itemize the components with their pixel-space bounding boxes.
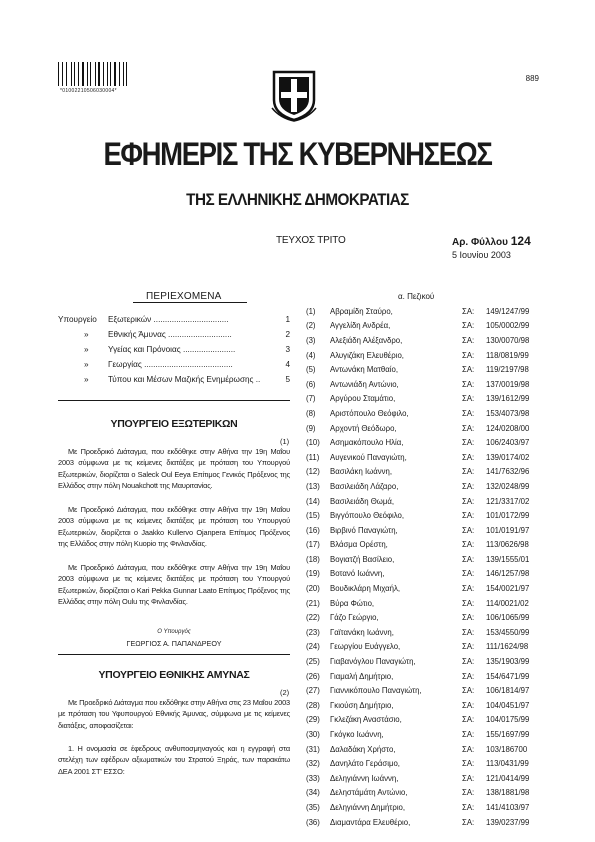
roster-row-code: 103/186700 [486, 744, 528, 754]
roster-row-number: (22) [306, 613, 320, 623]
roster-row-code: 141/4103/97 [486, 802, 530, 812]
roster-row [306, 508, 546, 523]
barcode-bar [110, 62, 111, 86]
toc-item-label: Εθνικής Άμυνας ............................ [108, 330, 232, 339]
roster-row-sa-label: ΣΑ: [462, 554, 475, 564]
roster-row-number: (5) [306, 365, 316, 375]
roster-row-code: 118/0819/99 [486, 350, 529, 360]
roster-row-sa-label: ΣΑ: [462, 773, 475, 783]
barcode-bar [85, 62, 86, 86]
roster-row [306, 581, 546, 596]
roster-row-number: (18) [306, 554, 320, 564]
roster-row-code: 141/7632/96 [486, 467, 530, 477]
roster-row-sa-label: ΣΑ: [462, 481, 475, 491]
roster-row-code: 154/6471/99 [486, 671, 530, 681]
roster-row [306, 319, 546, 334]
roster-row-code: 105/0002/99 [486, 321, 530, 331]
roster-row-sa-label: ΣΑ: [462, 715, 475, 725]
roster-row-number: (23) [306, 627, 320, 637]
roster-row-number: (26) [306, 671, 320, 681]
roster-row [306, 683, 546, 698]
roster-row-name: Ασημακόπουλο Ηλία, [330, 438, 404, 448]
barcode-bar [64, 62, 65, 86]
roster-row-code: 104/0451/97 [486, 700, 530, 710]
decree-paragraph: Με Προεδρικό Διάταγμα, που εκδόθηκε στην Αθήνα την 19η Μαΐου 2003 σύμφωνα με τις κείμενες διατάξεις με πρόταση του Υπουργού Εξωτερικών, διορίζεται ο Kari Pekka Gunnar Laato Επίτιμος Πρόξενος της Ελλάδας στην πόλη Oulu της Φινλανδίας. [58, 563, 290, 607]
barcode-bar [126, 62, 127, 86]
roster-row [306, 756, 546, 771]
roster-row-sa-label: ΣΑ: [462, 467, 475, 477]
roster-row-name: Γιαννικόπουλο Παναγιώτη, [330, 686, 422, 696]
roster-row-name: Βλάσμα Ορέστη, [330, 540, 388, 550]
roster-row-number: (16) [306, 525, 320, 535]
roster-row-code: 146/1257/98 [486, 569, 530, 579]
barcode-bar [124, 62, 125, 86]
roster-row-name: Δεληστάμάτη Αντώνιο, [330, 788, 408, 798]
roster-row-code: 153/4550/99 [486, 627, 530, 637]
barcode-bar [90, 62, 91, 86]
barcode-bar [62, 62, 63, 86]
barcode-bar [105, 62, 106, 86]
roster-row-code: 101/0172/99 [486, 511, 530, 521]
decision-marker: (1) [280, 437, 290, 446]
roster-row-number: (10) [306, 438, 320, 448]
roster-row-sa-label: ΣΑ: [462, 350, 475, 360]
roster-row-name: Βασιλάκη Ιωάννη, [330, 467, 393, 477]
roster-row [306, 538, 546, 553]
roster-row-name: Βασιλειάδη Λάζαρο, [330, 481, 399, 491]
roster-row-code: 137/0019/98 [486, 379, 530, 389]
barcode-bar [68, 62, 70, 86]
roster-row-sa-label: ΣΑ: [462, 511, 475, 521]
barcode-bar [66, 62, 67, 86]
roster-row-code: 104/0175/99 [486, 715, 530, 725]
toc-item-page: 3 [285, 345, 290, 354]
roster-row-sa-label: ΣΑ: [462, 379, 475, 389]
barcode-bar [120, 62, 121, 86]
section-heading-defence: ΥΠΟΥΡΓΕΙΟ ΕΘΝΙΚΗΣ ΑΜΥΝΑΣ [98, 669, 250, 681]
roster-row-sa-label: ΣΑ: [462, 584, 475, 594]
roster-row [306, 713, 546, 728]
roster-row-number: (31) [306, 744, 320, 754]
roster-row-code: 121/3317/02 [486, 496, 530, 506]
barcode-bar [92, 62, 93, 86]
roster-row [306, 552, 546, 567]
barcode-bar [101, 62, 102, 86]
roster-list [306, 304, 546, 829]
issue-date: 5 Ιουνίου 2003 [452, 250, 511, 260]
roster-row [306, 421, 546, 436]
roster-row-sa-label: ΣΑ: [462, 744, 475, 754]
toc-item-page: 1 [285, 315, 290, 324]
toc-item [58, 342, 290, 357]
roster-row-code: 135/1903/99 [486, 657, 530, 667]
roster-row-name: Γκιούση Δημήτριο, [330, 700, 394, 710]
roster-row-number: (21) [306, 598, 320, 608]
roster-row-code: 139/1612/99 [486, 394, 530, 404]
barcode [58, 62, 130, 86]
roster-row-sa-label: ΣΑ: [462, 657, 475, 667]
roster-row [306, 815, 546, 830]
barcode-bar [78, 62, 79, 86]
barcode-bar [72, 62, 73, 86]
roster-row-code: 130/0070/98 [486, 335, 530, 345]
toc-item-label: Υγείας και Πρόνοιας ....................... [108, 345, 236, 354]
roster-row-sa-label: ΣΑ: [462, 759, 475, 769]
roster-row-number: (33) [306, 773, 320, 783]
roster-row [306, 333, 546, 348]
roster-row-name: Αρχοντή Θεόδωρο, [330, 423, 397, 433]
barcode-bar [117, 62, 118, 86]
barcode-bar [87, 62, 88, 86]
roster-row-number: (32) [306, 759, 320, 769]
roster-row-sa-label: ΣΑ: [462, 730, 475, 740]
roster-row-number: (11) [306, 452, 320, 462]
roster-row-code: 101/0191/97 [486, 525, 530, 535]
toc-item-prefix: » [84, 375, 89, 384]
roster-row-name: Αγγελίδη Ανδρέα, [330, 321, 391, 331]
roster-row-name: Γιαμαλή Δημήτριο, [330, 671, 394, 681]
roster-row-number: (7) [306, 394, 316, 404]
roster-row-name: Δανηλάτο Γεράσιμο, [330, 759, 400, 769]
barcode-bar [76, 62, 77, 86]
roster-row-sa-label: ΣΑ: [462, 613, 475, 623]
roster-row-number: (35) [306, 802, 320, 812]
roster-row-sa-label: ΣΑ: [462, 452, 475, 462]
sheet-number-label: Αρ. Φύλλου [452, 237, 508, 248]
sheet-number [452, 234, 531, 248]
roster-row-name: Αλυγιζάκη Ελευθέριο, [330, 350, 404, 360]
toc-item [58, 312, 290, 327]
barcode-bar [108, 62, 109, 86]
gazette-title: ΕΦΗΜΕΡΙΣ ΤΗΣ ΚΥΒΕΡΝΗΣΕΩΣ [103, 136, 492, 172]
roster-row-sa-label: ΣΑ: [462, 540, 475, 550]
roster-row-name: Βιρβινό Παναγιώτη, [330, 525, 398, 535]
toc-item-label: Γεωργίας ....................................... [108, 360, 233, 369]
roster-row-name: Δεληγιάννη Ιωάννη, [330, 773, 399, 783]
roster-row-sa-label: ΣΑ: [462, 569, 475, 579]
roster-row-number: (13) [306, 481, 320, 491]
roster-row-number: (12) [306, 467, 320, 477]
roster-row-sa-label: ΣΑ: [462, 598, 475, 608]
barcode-bar [96, 62, 97, 86]
roster-row-number: (34) [306, 788, 320, 798]
roster-row-sa-label: ΣΑ: [462, 365, 475, 375]
roster-row-name: Γκλεζάκη Αναστάσιο, [330, 715, 402, 725]
roster-row-code: 114/0021/02 [486, 598, 529, 608]
barcode-bar [95, 62, 96, 86]
toc-item [58, 372, 290, 387]
roster-row [306, 435, 546, 450]
roster-row-sa-label: ΣΑ: [462, 394, 475, 404]
table-of-contents [58, 312, 290, 387]
toc-item-page: 2 [285, 330, 290, 339]
roster-row [306, 479, 546, 494]
page-number: 889 [525, 74, 539, 83]
roster-row-name: Αντωνιάδη Αντώνιο, [330, 379, 399, 389]
roster-row-number: (36) [306, 817, 320, 827]
roster-row-number: (27) [306, 686, 320, 696]
roster-row [306, 494, 546, 509]
toc-item-page: 5 [285, 375, 290, 384]
roster-row-name: Γαϊτανάκη Ιωάννη, [330, 627, 394, 637]
toc-item-page: 4 [285, 360, 290, 369]
coat-of-arms-icon [270, 66, 318, 122]
roster-row-sa-label: ΣΑ: [462, 438, 475, 448]
toc-title: ΠΕΡΙΕΧΟΜΕΝΑ [146, 291, 222, 302]
barcode-bar [107, 62, 108, 86]
roster-row-sa-label: ΣΑ: [462, 306, 475, 316]
toc-item [58, 357, 290, 372]
roster-row-sa-label: ΣΑ: [462, 335, 475, 345]
roster-row-name: Δεληγιάννη Δημήτριο, [330, 802, 406, 812]
barcode-bar [119, 62, 120, 86]
roster-row [306, 800, 546, 815]
roster-row-name: Αβραμίδη Σταύρο, [330, 306, 393, 316]
roster-row [306, 348, 546, 363]
roster-row-code: 139/1555/01 [486, 554, 530, 564]
roster-row-number: (19) [306, 569, 320, 579]
roster-row-sa-label: ΣΑ: [462, 423, 475, 433]
roster-row-name: Γάζο Γεώργιο, [330, 613, 379, 623]
roster-row [306, 654, 546, 669]
roster-row-name: Βοτανό Ιωάννη, [330, 569, 385, 579]
roster-row [306, 625, 546, 640]
section-divider [58, 654, 290, 655]
roster-row-sa-label: ΣΑ: [462, 627, 475, 637]
roster-row-sa-label: ΣΑ: [462, 788, 475, 798]
roster-row-sa-label: ΣΑ: [462, 408, 475, 418]
section-heading-foreign-affairs: ΥΠΟΥΡΓΕΙΟ ΕΞΩΤΕΡΙΚΩΝ [110, 418, 238, 430]
toc-item-prefix: Υπουργείο [58, 315, 97, 324]
signature-intro: Ο Υπουργός [157, 629, 191, 635]
roster-row [306, 596, 546, 611]
roster-row-number: (6) [306, 379, 316, 389]
decree-paragraph: Με Προεδρικό Διάταγμα που εκδόθηκε στην Αθήνα στις 23 Μαΐου 2003 με πρόταση του Υφυπουργού Εθνικής Άμυνας, σύμφωνα με τις κείμενες διατάξεις, αποφασίζεται: [58, 698, 290, 730]
roster-row-name: Βασιλειάδη Θωμά, [330, 496, 395, 506]
roster-row [306, 610, 546, 625]
roster-row [306, 304, 546, 319]
roster-row-name: Γκόγκο Ιωάννη, [330, 730, 384, 740]
barcode-bar [60, 62, 61, 86]
roster-row-sa-label: ΣΑ: [462, 700, 475, 710]
barcode-bar [98, 62, 100, 86]
roster-row [306, 450, 546, 465]
barcode-bar [123, 62, 124, 86]
roster-row-name: Γιαβανόγλου Παναγιώτη, [330, 657, 416, 667]
roster-row-sa-label: ΣΑ: [462, 642, 475, 652]
roster-row-number: (2) [306, 321, 316, 331]
roster-row-sa-label: ΣΑ: [462, 496, 475, 506]
roster-row-name: Βουδικλάρη Μιχαήλ, [330, 584, 401, 594]
roster-row-code: 138/1881/98 [486, 788, 530, 798]
roster-row [306, 523, 546, 538]
section-divider [58, 400, 290, 401]
roster-row-sa-label: ΣΑ: [462, 525, 475, 535]
roster-row-number: (8) [306, 408, 316, 418]
roster-row-name: Διαμαντάρα Ελευθέριο, [330, 817, 411, 827]
roster-row [306, 669, 546, 684]
roster-row-number: (28) [306, 700, 320, 710]
roster-row-code: 106/2403/97 [486, 438, 530, 448]
barcode-bar [103, 62, 104, 86]
roster-row-name: Αντωνάκη Ματθαίο, [330, 365, 398, 375]
roster-row-code: 124/0208/00 [486, 423, 530, 433]
roster-row-name: Γεωργίου Ευάγγελο, [330, 642, 401, 652]
roster-row-code: 153/4073/98 [486, 408, 530, 418]
roster-row [306, 362, 546, 377]
decree-paragraph: Με Προεδρικό Διάταγμα, που εκδόθηκε στην Αθήνα την 19η Μαΐου 2003 σύμφωνα με τις κείμενες διατάξεις με πρόταση του Υπουργού Εξωτερικών, διορίζεται ο Saleck Oul Eeya Επίτιμος Γενικός Πρόξενος της Ελλάδος στην πόλη Nouakchott της Μαυριτανίας. [58, 447, 290, 491]
roster-row-code: 139/0174/02 [486, 452, 530, 462]
roster-row-number: (15) [306, 511, 320, 521]
roster-row-sa-label: ΣΑ: [462, 671, 475, 681]
barcode-bar [114, 62, 116, 86]
roster-row-number: (17) [306, 540, 320, 550]
barcode-bar [128, 62, 129, 86]
roster-row-number: (29) [306, 715, 320, 725]
roster-row-name: Βύρα Φώτιο, [330, 598, 375, 608]
roster-label: α. Πεζικού [398, 292, 435, 301]
roster-row-code: 119/2197/98 [486, 365, 529, 375]
roster-row-number: (30) [306, 730, 320, 740]
roster-row [306, 640, 546, 655]
roster-row-code: 106/1814/97 [486, 686, 530, 696]
gazette-subtitle: ΤΗΣ ΕΛΛΗΝΙΚΗΣ ΔΗΜΟΚΡΑΤΙΑΣ [186, 190, 409, 209]
roster-row [306, 786, 546, 801]
roster-row-name: Αλεξιάδη Αλέξανδρο, [330, 335, 403, 345]
roster-row-sa-label: ΣΑ: [462, 321, 475, 331]
roster-row-sa-label: ΣΑ: [462, 686, 475, 696]
roster-row-code: 132/0248/99 [486, 481, 530, 491]
roster-row-code: 149/1247/99 [486, 306, 530, 316]
roster-row-code: 113/0626/98 [486, 540, 529, 550]
roster-row-sa-label: ΣΑ: [462, 817, 475, 827]
roster-row [306, 727, 546, 742]
roster-row-code: 154/0021/97 [486, 584, 530, 594]
toc-title-rule [133, 302, 247, 303]
barcode-bar [88, 62, 89, 86]
roster-row-code: 106/1065/99 [486, 613, 530, 623]
roster-row [306, 392, 546, 407]
roster-row-number: (20) [306, 584, 320, 594]
roster-row-code: 139/0237/99 [486, 817, 530, 827]
barcode-bar [80, 62, 81, 86]
roster-row-code: 121/0414/99 [486, 773, 530, 783]
roster-row-number: (4) [306, 350, 316, 360]
roster-row-number: (9) [306, 423, 316, 433]
barcode-bar [71, 62, 72, 86]
roster-row [306, 465, 546, 480]
roster-row-name: Βιγγόπουλο Θεόφιλο, [330, 511, 405, 521]
roster-row [306, 567, 546, 582]
signature-name: ΓΕΩΡΓΙΟΣ Α. ΠΑΠΑΝΔΡΕΟΥ [126, 639, 222, 648]
barcode-bar [58, 62, 59, 86]
toc-item-prefix: » [84, 345, 89, 354]
decree-paragraph: 1. Η ονομασία σε έφεδρους ανθυποσμηναγούς και η εγγραφή στα στελέχη των εφέδρων αξιωματικών του Στρατού Ξηράς, των παρακάτω ΔΕΑ 2001 ΣΤ' ΕΣΣΟ: [58, 744, 290, 776]
sheet-number-value: 124 [510, 234, 531, 248]
roster-row-number: (1) [306, 306, 316, 316]
roster-row-code: 113/0431/99 [486, 759, 529, 769]
roster-row-name: Αριστόπουλο Θεόφιλο, [330, 408, 409, 418]
barcode-bar [74, 62, 75, 86]
toc-item-label: Τύπου και Μέσων Μαζικής Ενημέρωσης .. [108, 375, 261, 384]
barcode-number: *01002210506030004* [60, 88, 117, 94]
toc-item-label: Εξωτερικών ................................. [108, 315, 229, 324]
barcode-bar [82, 62, 84, 86]
roster-row-number: (25) [306, 657, 320, 667]
issue-part: ΤΕΥΧΟΣ ΤΡΙΤΟ [276, 235, 346, 246]
roster-row-number: (24) [306, 642, 320, 652]
roster-row [306, 406, 546, 421]
roster-row-name: Αυγενικού Παναγιώτη, [330, 452, 407, 462]
roster-row [306, 742, 546, 757]
toc-item-prefix: » [84, 360, 89, 369]
roster-row-code: 155/1697/99 [486, 730, 530, 740]
roster-row-name: Δαλαδάκη Χρήστο, [330, 744, 396, 754]
toc-item [58, 327, 290, 342]
decree-paragraph: Με Προεδρικό Διάταγμα, που εκδόθηκε στην Αθήνα την 19η Μαΐου 2003 σύμφωνα με τις κείμενες διατάξεις με πρόταση του Υπουργού Εξωτερικών, διορίζεται ο Jaakko Kullervo Ojanpera Επίτιμος Πρόξενος της Ελλάδος στην πόλη Kuopio της Φινλανδίας. [58, 505, 290, 549]
roster-row-code: 111/1624/98 [486, 642, 529, 652]
roster-row-sa-label: ΣΑ: [462, 802, 475, 812]
barcode-bar [112, 62, 113, 86]
roster-row-number: (14) [306, 496, 320, 506]
roster-row-number: (3) [306, 335, 316, 345]
roster-row-name: Αργύρου Σταμάτιο, [330, 394, 396, 404]
roster-row [306, 771, 546, 786]
roster-row [306, 698, 546, 713]
toc-item-prefix: » [84, 330, 89, 339]
roster-row [306, 377, 546, 392]
roster-row-name: Βογιατζή Βασίλειο, [330, 554, 395, 564]
decision-marker: (2) [280, 688, 290, 697]
